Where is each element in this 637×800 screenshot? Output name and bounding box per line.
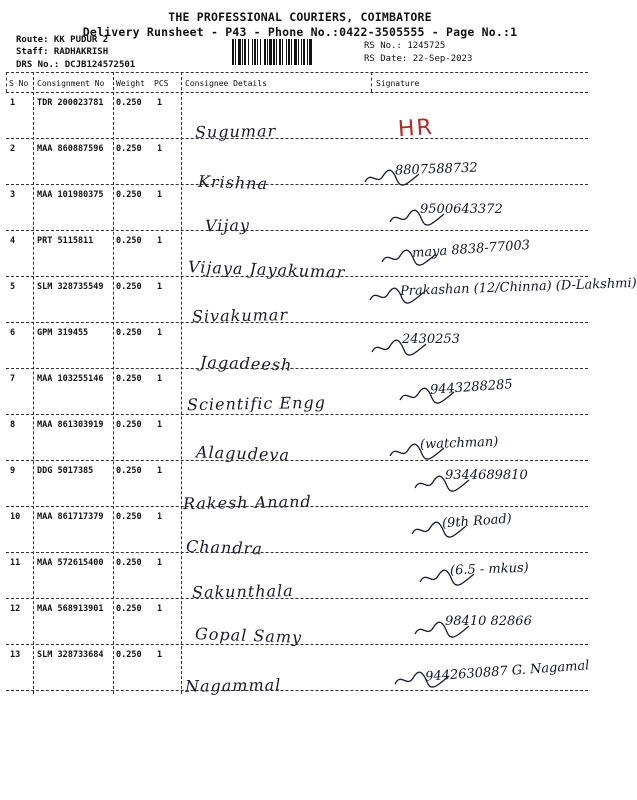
col-header-weight: Weight: [116, 79, 145, 88]
row-signature: 2430253: [402, 332, 460, 347]
row-weight: 0.250: [116, 374, 142, 384]
row-pcs: 1: [157, 98, 163, 108]
row-separator: [6, 690, 588, 691]
signature-scribble-icon: [380, 248, 440, 268]
row-separator: [6, 368, 588, 369]
row-pcs: 1: [157, 282, 163, 292]
row-consignee: Sakunthala: [191, 581, 294, 602]
row-consignee: Sugumar: [194, 121, 277, 142]
row-pcs: 1: [157, 190, 163, 200]
row-consignee: Rakesh Anand: [182, 491, 312, 514]
row-weight: 0.250: [116, 558, 142, 568]
row-signature: 98410 82866: [445, 614, 532, 629]
row-sno: 2: [10, 144, 16, 154]
row-consignment-no: TDR 200023781: [37, 98, 104, 108]
row-pcs: 1: [157, 558, 163, 568]
signature-scribble-icon: [410, 520, 470, 540]
row-consignee: Nagammal: [184, 675, 282, 696]
row-consignment-no: SLM 328733684: [37, 650, 104, 660]
row-consignee: Vijay: [204, 215, 251, 236]
signature-scribble-icon: [368, 286, 428, 306]
table-header-rule: [6, 92, 588, 93]
row-consignment-no: MAA 861717379: [37, 512, 104, 522]
signature-scribble-icon: [398, 386, 458, 406]
row-weight: 0.250: [116, 190, 142, 200]
row-sno: 11: [10, 558, 21, 568]
col-divider: [113, 72, 114, 694]
row-signature: maya 8838-77003: [411, 237, 531, 262]
row-consignment-no: MAA 101980375: [37, 190, 104, 200]
row-pcs: 1: [157, 420, 163, 430]
col-divider: [181, 72, 182, 694]
row-consignment-no: MAA 860887596: [37, 144, 104, 154]
row-sno: 7: [10, 374, 16, 384]
row-pcs: 1: [157, 512, 163, 522]
signature-scribble-icon: [413, 620, 473, 640]
row-separator: [6, 230, 588, 231]
row-consignment-no: MAA 103255146: [37, 374, 104, 384]
row-signature: (watchman): [419, 434, 499, 453]
row-signature: 9500643372: [420, 202, 503, 217]
row-separator: [6, 552, 588, 553]
row-consignment-no: MAA 572615400: [37, 558, 104, 568]
row-pcs: 1: [157, 604, 163, 614]
row-pcs: 1: [157, 650, 163, 660]
row-pcs: 1: [157, 144, 163, 154]
row-weight: 0.250: [116, 144, 142, 154]
row-pcs: 1: [157, 328, 163, 338]
row-signature: 9443288285: [429, 377, 514, 398]
row-weight: 0.250: [116, 328, 142, 338]
row-consignee: Sivakumar: [191, 305, 289, 326]
row-consignee: Jagadeesh: [199, 352, 293, 375]
row-consignee: Chandra: [185, 536, 264, 559]
row-separator: [6, 322, 588, 323]
row-signature: (9th Road): [441, 511, 513, 532]
signature-scribble-icon: [418, 568, 478, 588]
col-header-consignment: Consignment No: [37, 79, 105, 88]
row-consignee: Alagudeva: [195, 442, 291, 465]
row-signature: Prakashan (12/Chinna) (D-Lakshmi): [399, 275, 637, 300]
row-pcs: 1: [157, 374, 163, 384]
row-sno: 13: [10, 650, 21, 660]
signature-scribble-icon: [393, 670, 453, 690]
row-consignee: Vijaya Jayakumar: [187, 257, 346, 282]
row-consignment-no: MAA 861303919: [37, 420, 104, 430]
row-weight: 0.250: [116, 604, 142, 614]
route-label: Route: KK PUDUR 2: [16, 35, 109, 45]
signature-scribble-icon: [413, 474, 473, 494]
row-separator: [6, 506, 588, 507]
signature-scribble-icon: [366, 122, 426, 142]
row-signature: 9344689810: [445, 468, 528, 483]
row-sno: 4: [10, 236, 16, 246]
row-separator: [6, 138, 588, 139]
row-consignment-no: PRT 5115811: [37, 236, 94, 246]
row-sno: 9: [10, 466, 16, 476]
row-sno: 3: [10, 190, 16, 200]
col-header-signature: Signature: [376, 79, 420, 88]
row-weight: 0.250: [116, 466, 142, 476]
staff-label: Staff: RADHAKRISH: [16, 47, 109, 57]
row-separator: [6, 598, 588, 599]
signature-scribble-icon: [363, 168, 423, 188]
row-separator: [6, 276, 588, 277]
row-consignment-no: GPM 319455: [37, 328, 89, 338]
row-separator: [6, 460, 588, 461]
row-consignee: Gopal Samy: [194, 624, 303, 647]
row-pcs: 1: [157, 466, 163, 476]
row-weight: 0.250: [116, 98, 142, 108]
col-header-pcs: PCS: [154, 79, 169, 88]
row-separator: [6, 644, 588, 645]
row-consignment-no: SLM 328735549: [37, 282, 104, 292]
row-weight: 0.250: [116, 282, 142, 292]
row-consignment-no: DDG 5017385: [37, 466, 94, 476]
row-sno: 5: [10, 282, 16, 292]
row-signature: 9442630887 G. Nagamal: [424, 658, 590, 685]
barcode-icon: [232, 39, 354, 65]
drs-number: DRS No.: DCJB124572501: [16, 60, 136, 70]
row-consignment-no: MAA 568913901: [37, 604, 104, 614]
row-weight: 0.250: [116, 512, 142, 522]
col-header-consignee: Consignee Details: [185, 79, 267, 88]
company-name: THE PROFESSIONAL COURIERS, COIMBATORE: [168, 10, 432, 24]
row-separator: [6, 184, 588, 185]
row-signature: 8807588732: [394, 160, 478, 179]
row-sno: 10: [10, 512, 21, 522]
runsheet-title: Delivery Runsheet - P43 - Phone No.:0422-3505555 - Page No.:1: [82, 25, 518, 39]
row-consignee: Krishna: [197, 171, 269, 194]
row-weight: 0.250: [116, 236, 142, 246]
row-sno: 8: [10, 420, 16, 430]
row-sno: 12: [10, 604, 21, 614]
signature-scribble-icon: [370, 338, 430, 358]
col-divider: [33, 72, 34, 694]
row-sno: 6: [10, 328, 16, 338]
row-weight: 0.250: [116, 650, 142, 660]
row-pcs: 1: [157, 236, 163, 246]
signature-scribble-icon: [388, 442, 448, 462]
table-top-rule: [6, 72, 588, 73]
rs-number: RS No.: 1245725: [364, 41, 446, 51]
row-separator: [6, 414, 588, 415]
signature-scribble-icon: [388, 208, 448, 228]
col-divider: [6, 72, 7, 92]
col-header-sno: S No: [9, 79, 29, 88]
row-weight: 0.250: [116, 420, 142, 430]
row-consignee: Scientific Engg: [186, 392, 327, 415]
row-sno: 1: [10, 98, 16, 108]
rs-date: RS Date: 22-Sep-2023: [364, 54, 473, 64]
row-signature: HR: [397, 114, 435, 143]
col-divider: [371, 72, 372, 92]
row-signature: (6.5 - mkus): [449, 560, 529, 579]
